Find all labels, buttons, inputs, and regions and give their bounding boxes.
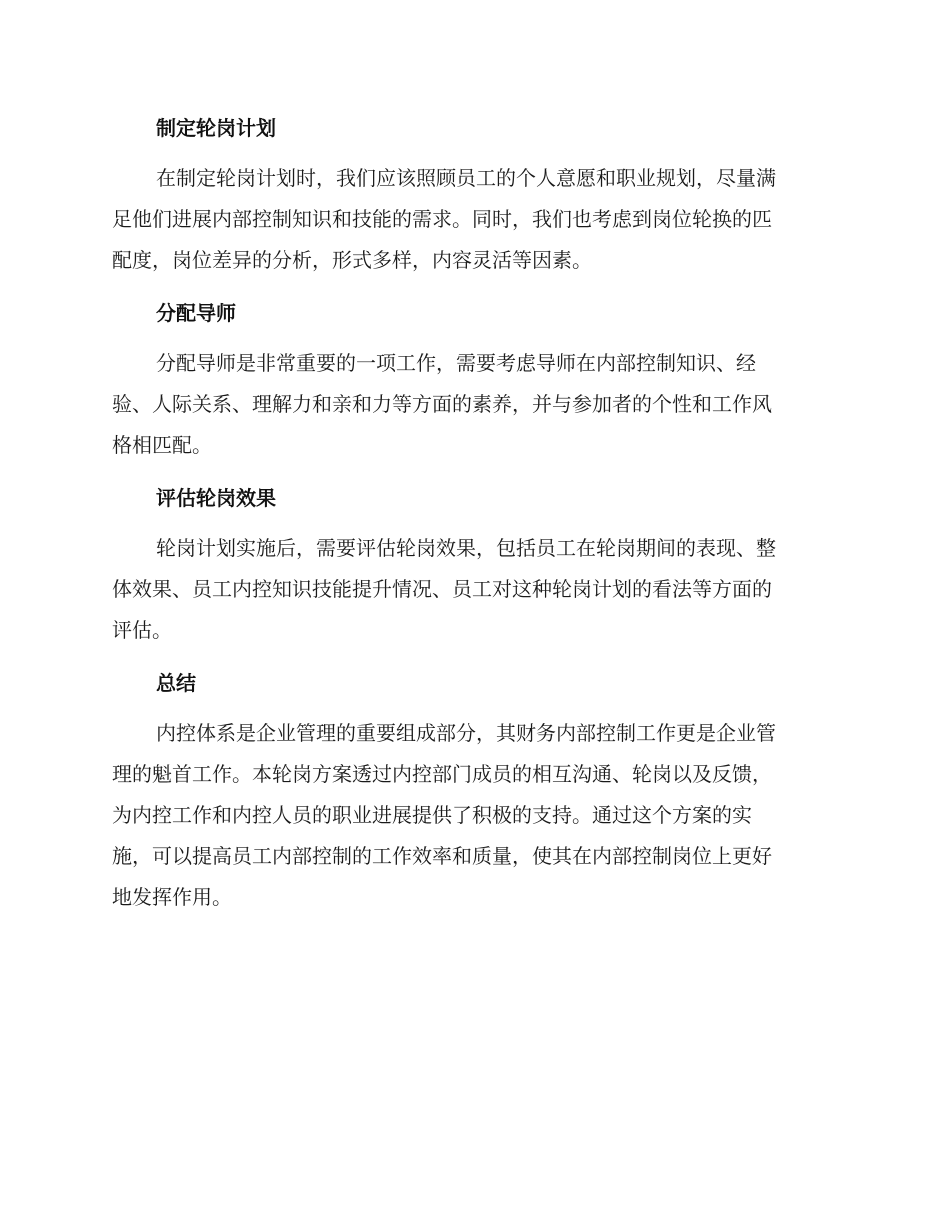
paragraph-line: 格相匹配。 <box>112 433 212 457</box>
paragraph-line: 分配导师是非常重要的一项工作，需要考虑导师在内部控制知识、经 <box>156 351 756 375</box>
paragraph-line: 体效果、员工内控知识技能提升情况、员工对这种轮岗计划的看法等方面的 <box>112 577 772 601</box>
section-paragraph-plan <box>112 158 832 281</box>
paragraph-line: 足他们进展内部控制知识和技能的需求。同时，我们也考虑到岗位轮换的匹 <box>112 207 772 231</box>
paragraph-line: 施，可以提高员工内部控制的工作效率和质量，使其在内部控制岗位上更好 <box>112 844 772 868</box>
section-paragraph-evaluation <box>112 528 832 651</box>
section-heading-plan: 制定轮岗计划 <box>156 116 276 140</box>
paragraph-line: 理的魁首工作。本轮岗方案透过内控部门成员的相互沟通、轮岗以及反馈， <box>112 762 772 786</box>
paragraph-line: 内控体系是企业管理的重要组成部分，其财务内部控制工作更是企业管 <box>156 721 776 745</box>
paragraph-line: 评估。 <box>112 618 172 642</box>
paragraph-line: 地发挥作用。 <box>112 885 232 909</box>
section-paragraph-summary <box>112 713 832 918</box>
paragraph-line: 为内控工作和内控人员的职业进展提供了积极的支持。通过这个方案的实 <box>112 803 752 827</box>
document-body <box>112 108 832 930</box>
paragraph-line: 配度，岗位差异的分析，形式多样，内容灵活等因素。 <box>112 248 592 272</box>
paragraph-line: 在制定轮岗计划时，我们应该照顾员工的个人意愿和职业规划，尽量满 <box>156 166 776 190</box>
paragraph-line: 轮岗计划实施后，需要评估轮岗效果，包括员工在轮岗期间的表现、整 <box>156 536 776 560</box>
section-paragraph-mentor <box>112 343 832 466</box>
section-heading-mentor: 分配导师 <box>156 301 236 325</box>
section-heading-summary: 总结 <box>156 671 196 695</box>
section-heading-evaluation: 评估轮岗效果 <box>156 486 276 510</box>
paragraph-line: 验、人际关系、理解力和亲和力等方面的素养，并与参加者的个性和工作风 <box>112 392 772 416</box>
